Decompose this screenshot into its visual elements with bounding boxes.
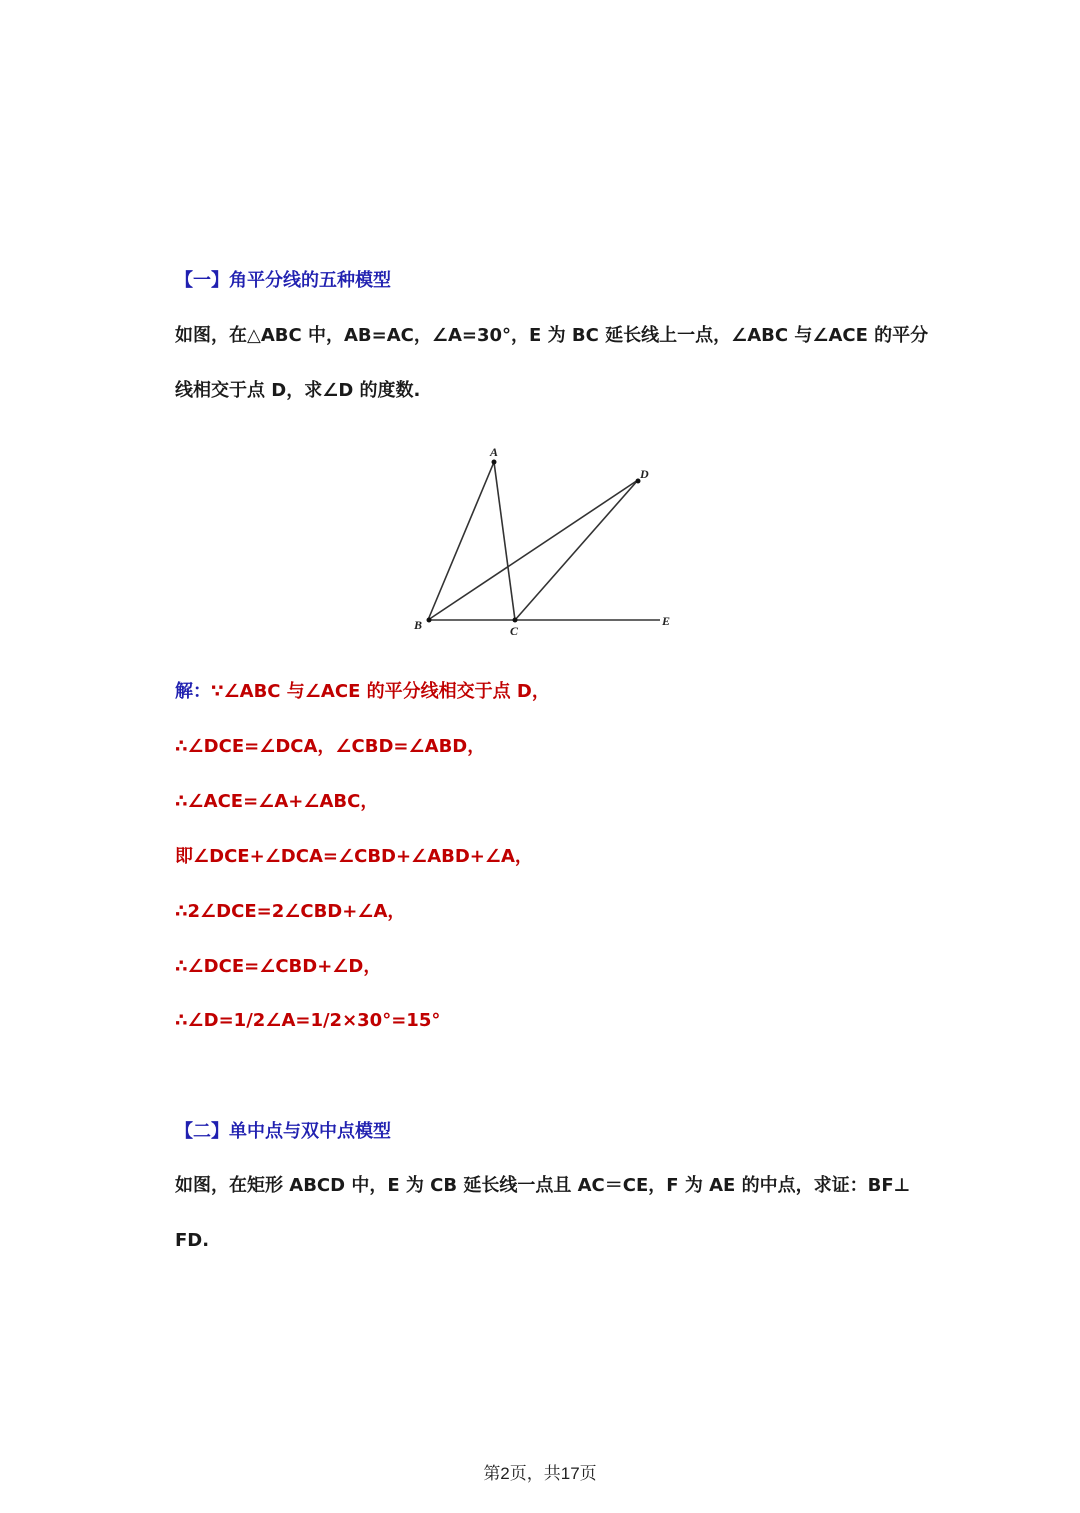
point-b xyxy=(427,618,432,623)
solution-line-1: 解：∵∠ABC 与∠ACE 的平分线相交于点 D， xyxy=(175,681,550,702)
page-footer: 第2页，共17页 xyxy=(483,1464,597,1483)
solution-step: ∴∠D=1/2∠A=1/2×30°=15° xyxy=(175,1010,441,1031)
label-c: C xyxy=(510,624,519,638)
label-e: E xyxy=(662,614,671,628)
solution-prefix: 解： xyxy=(175,681,211,702)
solution-step: 即∠DCE+∠DCA=∠CBD+∠ABD+∠A， xyxy=(175,846,533,867)
segment-ac xyxy=(494,462,515,620)
label-b: B xyxy=(414,618,423,632)
section2-heading: 【二】单中点与双中点模型 xyxy=(175,1121,391,1142)
solution-step: ∴∠DCE=∠DCA，∠CBD=∠ABD， xyxy=(175,736,486,757)
section2-problem-line1: 如图，在矩形 ABCD 中，E 为 CB 延长线一点且 AC＝CE，F 为 AE 的中点，求证：BF⊥ xyxy=(175,1175,911,1196)
section1-problem-line2: 线相交于点 D，求∠D 的度数. xyxy=(175,380,421,401)
point-c xyxy=(513,618,518,623)
segment-ab xyxy=(428,462,494,620)
solution-step: ∴2∠DCE=2∠CBD+∠A， xyxy=(175,901,406,922)
section2-problem-line2: FD. xyxy=(175,1230,210,1251)
section1-problem-line1: 如图，在△ABC 中，AB=AC，∠A=30°，E 为 BC 延长线上一点，∠ABC 与∠ACE 的平分 xyxy=(175,325,929,346)
solution-step: ∴∠ACE=∠A+∠ABC， xyxy=(175,791,379,812)
section1-heading: 【一】角平分线的五种模型 xyxy=(175,270,391,291)
point-a xyxy=(492,460,497,465)
label-d: D xyxy=(640,467,649,481)
triangle-figure xyxy=(400,440,690,640)
label-a: A xyxy=(490,445,499,459)
solution-step: ∴∠DCE=∠CBD+∠D， xyxy=(175,956,382,977)
